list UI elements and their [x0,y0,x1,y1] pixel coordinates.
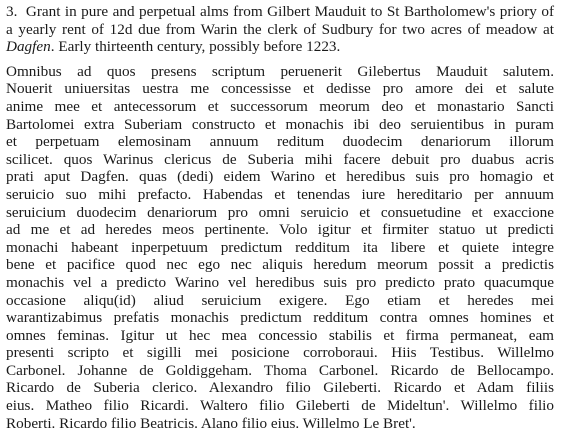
latin-line: eius. Matheo filio Ricardi. Waltero filio Gileberti de Mideltun'. Willelmo filio [6,397,554,415]
latin-charter-text [6,63,554,432]
latin-line: Ricardo de Suberia clerico. Alexandro filio Gileberti. Ricardo et Adam filiis [6,379,554,397]
latin-line: Bartolomei extra Suberiam constructo et monachis ibi deo seruientibus in puram [6,115,554,133]
latin-line: Nouerit uniuersitas uestra me concessisse et dedisse pro amore dei et salute [6,80,554,98]
latin-line: seruicium duodecim denariorum pro omni seruicio et consuetudine et exaccione [6,203,554,221]
latin-line: ad me et ad heredes meos pertinente. Volo igitur et firmiter statuo ut predicti [6,221,554,239]
latin-line: Roberti. Ricardo filio Beatricis. Alano filio eius. Willelmo Le Bret'. [6,414,416,432]
entry-summary-line-1: Grant in pure and perpetual alms from Gilbert Mauduit to St Bartholomew's [25,3,496,20]
latin-line: seruicio suo mihi prefacto. Habendas et tenendas iure hereditario per annuum [6,185,554,203]
latin-line: et perpetuam elemosinam annuum reditum duodecim denariorum illorum [6,133,554,151]
entry-heading [6,3,554,56]
latin-line: prati aput Dagfen. quas (dedi) eidem Warino et heredibus suis pro homagio et [6,168,554,186]
latin-line: Carbonel. Johanne de Goldiggeham. Thoma Carbonel. Ricardo de Bellocampo. [6,361,554,379]
latin-line: monachi habeant inperpetuum predictum redditum ita libere et quiete integre [6,238,554,256]
latin-line: presenti scripto et sigilli mei posicione corroboraui. Hiis Testibus. Willelmo [6,344,554,362]
latin-line: omnes feminas. Igitur ut hec mea concessio stabilis et firma permaneat, eam [6,326,554,344]
latin-line: Omnibus ad quos presens scriptum peruenerit Gilebertus Mauduit salutem. [6,62,554,80]
entry-summary-line-3: of meadow at [467,20,555,38]
entry-summary-line-2: priory of a yearly rent of 12d due from Warin the clerk of Sudbury for two acres [6,3,554,38]
latin-line: monachis vel a predicto Warino vel heredibus suis pro predicto prato quacumque [6,273,554,291]
entry-number: 3. [6,3,18,20]
latin-line: occasione aliqu(id) aliud seruicium exigere. Ego etiam et heredes mei [6,291,554,309]
latin-line: bene et pacifice quod nec ego nec aliquis heredum meorum possit a predictis [6,256,554,274]
latin-line: warantizabimus prefatis monachis predictum redditum contra omnes homines et [6,309,554,327]
place-name-dagfen: Dagfen [6,38,51,56]
latin-line: scilicet. quos Warinus clericus de Suberia mihi facere debuit pro duabus acris [6,150,554,168]
entry-summary-date: . Early thirteenth century, possibly before 1223. [50,38,341,56]
latin-line: anime mee et antecessorum et successorum meorum deo et monastario Sancti [6,97,554,115]
charter-document [6,3,554,432]
